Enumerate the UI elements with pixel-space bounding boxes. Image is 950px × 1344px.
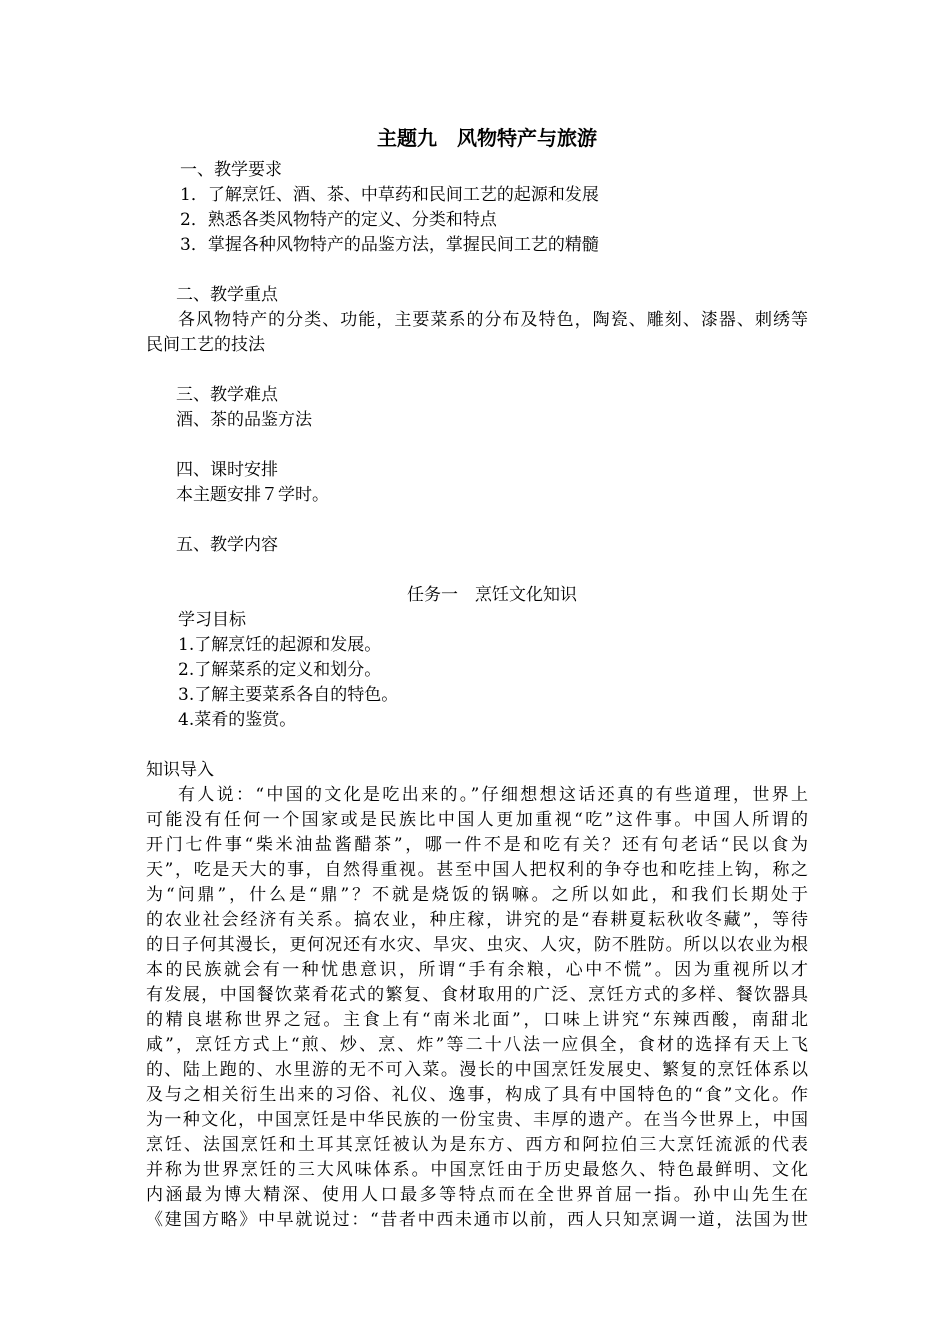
- objective-item: 4.菜肴的鉴赏。: [178, 710, 297, 730]
- spacer: [146, 433, 808, 458]
- section-heading-content: 五、教学内容: [176, 535, 278, 555]
- intro-line: 为一种文化，中国烹饪是中华民族的一份宝贵、丰厚的遗产。在当今世界上，中国: [146, 1110, 808, 1130]
- intro-line: 的、陆上跑的、水里游的无不可入菜。漫长的中国烹饪发展史、繁复的烹饪体系以: [146, 1060, 808, 1080]
- intro-line: 开门七件事“柴米油盐酱醋茶”，哪一件不是和吃有关？还有句老话“民以食为: [146, 835, 808, 855]
- intro-line: 并称为世界烹饪的三大风味体系。中国烹饪由于历史最悠久、特色最鲜明、文化: [146, 1160, 808, 1180]
- intro-line: 天”，吃是天大的事，自然得重视。甚至中国人把权利的争夺也和吃挂上钩，称之: [146, 860, 808, 880]
- key-points-line: 民间工艺的技法: [146, 335, 265, 355]
- intro-line: 的农业社会经济有关系。搞农业，种庄稼，讲究的是“春耕夏耘秋收冬藏”，等待: [146, 910, 808, 930]
- requirement-item: 2．熟悉各类风物特产的定义、分类和特点: [180, 210, 497, 230]
- section-heading-key-points: 二、教学重点: [176, 285, 278, 305]
- spacer: [146, 558, 808, 583]
- document-page: [146, 118, 808, 1233]
- intro-line: 的精良堪称世界之冠。主食上有“南米北面”，口味上讲究“东辣西酸，南甜北: [146, 1010, 808, 1030]
- spacer: [146, 358, 808, 383]
- intro-line: 的日子何其漫长，更何况还有水灾、旱灾、虫灾、人灾，防不胜防。所以以农业为根: [146, 935, 808, 955]
- intro-heading: 知识导入: [146, 760, 214, 780]
- requirement-item: 3．掌握各种风物特产的品鉴方法，掌握民间工艺的精髓: [180, 235, 599, 255]
- intro-line: 烹饪、法国烹饪和土耳其烹饪被认为是东方、西方和阿拉伯三大烹饪流派的代表: [146, 1135, 808, 1155]
- difficulties-content: 酒、茶的品鉴方法: [176, 410, 312, 430]
- task-title: 任务一 烹饪文化知识: [407, 585, 577, 605]
- objective-item: 2.了解菜系的定义和划分。: [178, 660, 382, 680]
- intro-line: 为“问鼎”，什么是“鼎”？不就是烧饭的锅嘛。之所以如此，和我们长期处于: [146, 885, 808, 905]
- intro-line: 可能没有任何一个国家或是民族比中国人更加重视“吃”这件事。中国人所谓的: [146, 810, 808, 830]
- section-heading-difficulties: 三、教学难点: [176, 385, 278, 405]
- objective-item: 3.了解主要菜系各自的特色。: [178, 685, 399, 705]
- intro-line: 《建国方略》中早就说过：“昔者中西未通市以前，西人只知烹调一道，法国为世: [146, 1210, 808, 1230]
- section-heading-schedule: 四、课时安排: [176, 460, 278, 480]
- intro-line: 内涵最为博大精深、使用人口最多等特点而在全世界首屈一指。孙中山先生在: [146, 1185, 808, 1205]
- objectives-heading: 学习目标: [178, 610, 246, 630]
- requirement-item: 1．了解烹饪、酒、茶、中草药和民间工艺的起源和发展: [180, 185, 599, 205]
- intro-line: 本的民族就会有一种忧患意识，所谓“手有余粮，心中不慌”。因为重视所以才: [146, 960, 808, 980]
- key-points-paragraph: [146, 308, 808, 358]
- intro-line: 有发展，中国餐饮菜肴花式的繁复、食材取用的广泛、烹饪方式的多样、餐饮器具: [146, 985, 808, 1005]
- section-heading-requirements: 一、教学要求: [180, 160, 282, 180]
- intro-line: 咸”，烹饪方式上“煎、炒、烹、炸”等二十八法一应俱全，食材的选择有天上飞: [146, 1035, 808, 1055]
- spacer: [146, 508, 808, 533]
- objective-item: 1.了解烹饪的起源和发展。: [178, 635, 382, 655]
- schedule-content: 本主题安排７学时。: [176, 485, 329, 505]
- spacer: [146, 258, 808, 283]
- intro-paragraph: [146, 783, 808, 1233]
- key-points-line: 各风物特产的分类、功能，主要菜系的分布及特色，陶瓷、雕刻、漆器、刺绣等: [178, 310, 808, 330]
- intro-line: 及与之相关衍生出来的习俗、礼仪、逸事，构成了具有中国特色的“食”文化。作: [146, 1085, 808, 1105]
- spacer: [146, 733, 808, 758]
- intro-line: 有人说：“中国的文化是吃出来的。”仔细想想这话还真的有些道理，世界上: [178, 785, 808, 805]
- document-title: 主题九 风物特产与旅游: [377, 126, 597, 150]
